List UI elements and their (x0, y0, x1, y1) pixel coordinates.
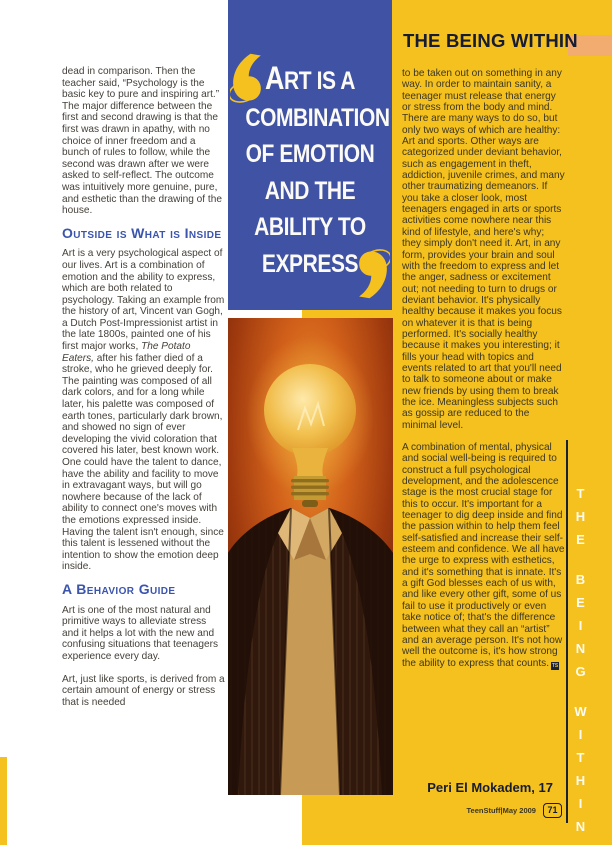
vertical-title-word: THE (573, 486, 588, 555)
paragraph-text: A combination of mental, physical and social well-being is required to construct a full psychological development, and the adolescence stage is the most crucial stage for this to occur. It's important for a teenager to dig deep inside and find the passion within to help them feel self-satisfied and increase their self-esteem and confidence. We all have the urge to express with esthetics, and it's something that is innate. It's a gift God blesses each of us with, and like every other gift, some of us fail to use it productively or even take notice of; that's the difference between what they call an “artist” and an average person. It's not how well the outcome is, it's how strong the ability to express that counts. (402, 442, 565, 669)
page-title: THE BEING WITHIN (403, 30, 578, 51)
lightbulb-head-suit-photo (228, 318, 393, 795)
quote-line: COMBINATION (245, 103, 390, 132)
body-paragraph (402, 442, 566, 670)
page-footer (467, 803, 563, 818)
quote-line: ABILITY TO (254, 213, 366, 241)
page-number-badge: 71 (543, 803, 562, 818)
paragraph-text: Art is a very psychological aspect of our lives. Art is a combination of emotion and the ability to express, which are both related to psychology. Taking an example from the history of art, Vincent van Gogh, a Dutch Post-Impressionist artist in the late 1800s, painted one of his first major works, (62, 248, 225, 353)
vertical-title-word: BEING (573, 572, 588, 687)
left-edge-accent (0, 757, 7, 845)
vertical-page-title (573, 486, 588, 842)
section-heading-outside-is-what-is-inside: Outside is What is Inside (62, 224, 222, 241)
vertical-title-word: WITHIN (573, 704, 588, 842)
left-text-column (62, 66, 225, 719)
right-text-column (402, 68, 566, 681)
vertical-divider (566, 440, 568, 823)
close-quote-icon (356, 248, 390, 300)
body-paragraph: to be taken out on something in any way. In order to maintain sanity, a teenager must release that energy or stress from the body and mind. There are many ways to do so, but only two ways of which are healthy: Art and sports. Other ways are categorized under deviant behavior, such as engagement in theft, addiction, juvenile crimes, and many other traumatizing demeanors. If you take a closer look, most teenagers engaged in arts or sports activities come nowhere near this kind of lifestyle, and here's why; they simply don't need it. Art, in any form, provides your brain and soul with the freedom to express and let the anger, sadness or excitement out; not needing to turn to drugs or deviant behavior. It's physically healthy because it makes you focus on whatever it is that is being performed. It's socially healthy because it makes you interesting; it fills your head with topics and events related to art that you'll need to talk to someone about or make new friends by using them to break the ice. Meaningless subjects such as gossip are reduced to the minimal level. (402, 68, 565, 431)
body-paragraph (62, 248, 225, 573)
body-paragraph: Art, just like sports, is derived from a certain amount of energy or stress that is needed (62, 673, 225, 708)
quote-line: ART IS A (265, 60, 355, 96)
italic-work-title: The Potato Eaters, (62, 341, 191, 364)
paragraph-text: after his father died of a stroke, who he grieved deeply for. The painting was composed of all dark colors, and for a long while later, his palette was composed of earth tones, particularly dark brown, and showed no sign of ever developing the vivid coloration that covered his later, best known work. One could have the talent to dance, have the ability and facility to move in extravagant ways, but will go nowhere because of the lack of ability to connect one's moves with the emotions expressed inside. Having the talent isn't enough, since this talent is lessened without the intention to show the emotion deep inside. (62, 352, 224, 573)
body-paragraph: dead in comparison. Then the teacher said, “Psychology is the basic key to pure and inspiring art.” The major difference between the first and second drawing is that the first was drawn in apathy, with no choice of inner freedom and a bunch of rules to follow, while the second was drawn after we were asked to self-reflect. The outcome was intuitively more genuine, pure, and esthetic than the drawing of the house. (62, 66, 222, 217)
quote-line: EXPRESS (261, 249, 359, 278)
section-heading-a-behavior-guide: A Behavior Guide (62, 580, 176, 597)
quote-line: OF EMOTION (245, 140, 375, 168)
body-paragraph: Art is one of the most natural and primitive ways to alleviate stress and it helps a lot with the new and confusing situations that teenagers experience every day. (62, 604, 218, 662)
magazine-name-date: TeenStuff|May 2009 (466, 806, 536, 815)
author-byline: Peri El Mokadem, 17 (427, 780, 553, 795)
pull-quote-box (228, 0, 392, 310)
quote-line: AND THE (264, 176, 356, 205)
teenstuff-end-mark-icon: TS (551, 662, 559, 669)
